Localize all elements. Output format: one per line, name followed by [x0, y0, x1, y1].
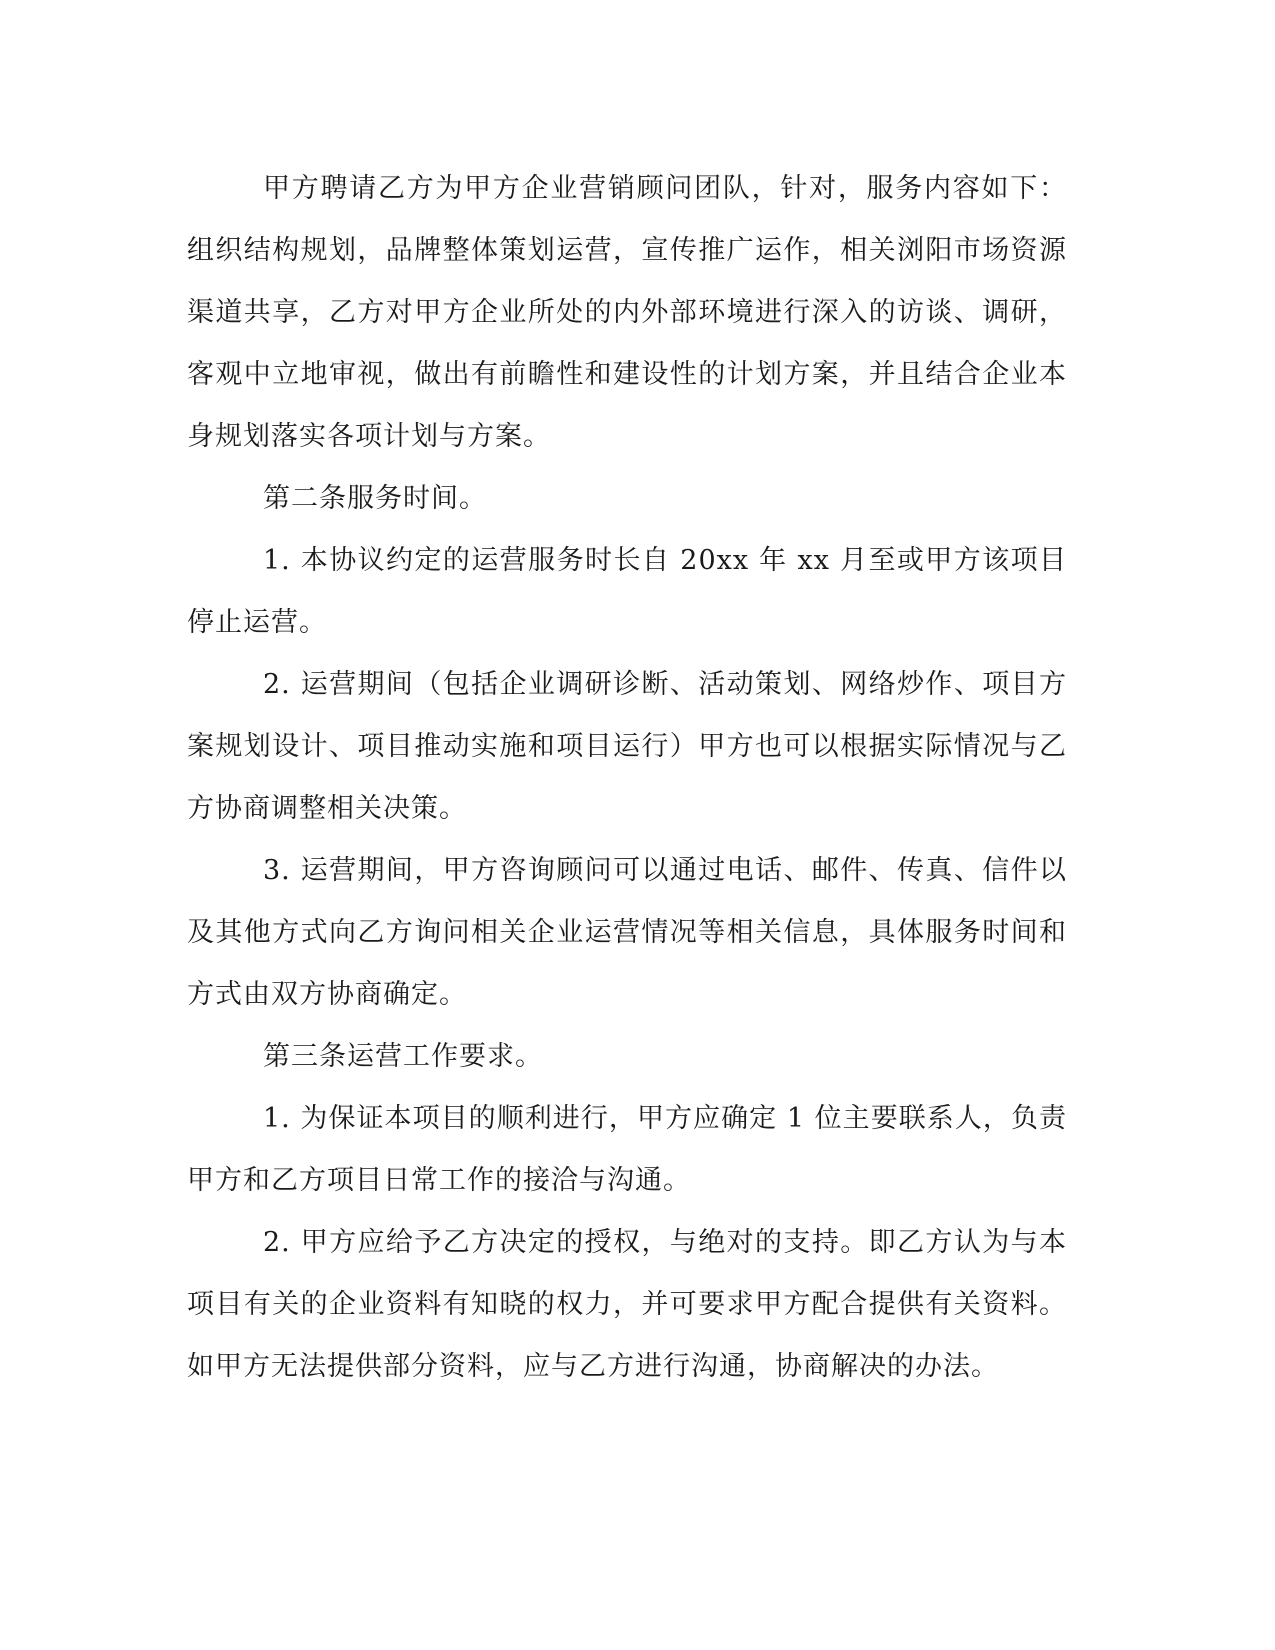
- paragraph-article-3-item-2: 2. 甲方应给予乙方决定的授权，与绝对的支持。即乙方认为与本项目有关的企业资料有知晓的权力，并可要求甲方配合提供有关资料。如甲方无法提供部分资料，应与乙方进行沟通，协商解决的办法。: [187, 1227, 1067, 1382]
- heading-article-2: 第二条服务时间。: [263, 483, 487, 514]
- paragraph-article-2-item-3: 3. 运营期间，甲方咨询顾问可以通过电话、邮件、传真、信件以及其他方式向乙方询问相关企业运营情况等相关信息，具体服务时间和方式由双方协商确定。: [187, 855, 1067, 1010]
- paragraph-article-2-item-2: 2. 运营期间（包括企业调研诊断、活动策划、网络炒作、项目方案规划设计、项目推动实施和项目运行）甲方也可以根据实际情况与乙方协商调整相关决策。: [187, 669, 1067, 824]
- paragraph-article-3-item-1: 1. 为保证本项目的顺利进行，甲方应确定 1 位主要联系人，负责甲方和乙方项目日常工作的接洽与沟通。: [187, 1103, 1067, 1196]
- heading-article-3: 第三条运营工作要求。: [263, 1041, 543, 1072]
- paragraph-service-content: 甲方聘请乙方为甲方企业营销顾问团队，针对，服务内容如下：组织结构规划，品牌整体策划运营，宣传推广运作，相关浏阳市场资源渠道共享，乙方对甲方企业所处的内外部环境进行深入的访谈、调研，客观中立地审视，做出有前瞻性和建设性的计划方案，并且结合企业本身规划落实各项计划与方案。: [187, 173, 1067, 452]
- document-body: [187, 158, 1067, 1398]
- paragraph-article-2-item-1: 1. 本协议约定的运营服务时长自 20xx 年 xx 月至或甲方该项目停止运营。: [187, 545, 1067, 638]
